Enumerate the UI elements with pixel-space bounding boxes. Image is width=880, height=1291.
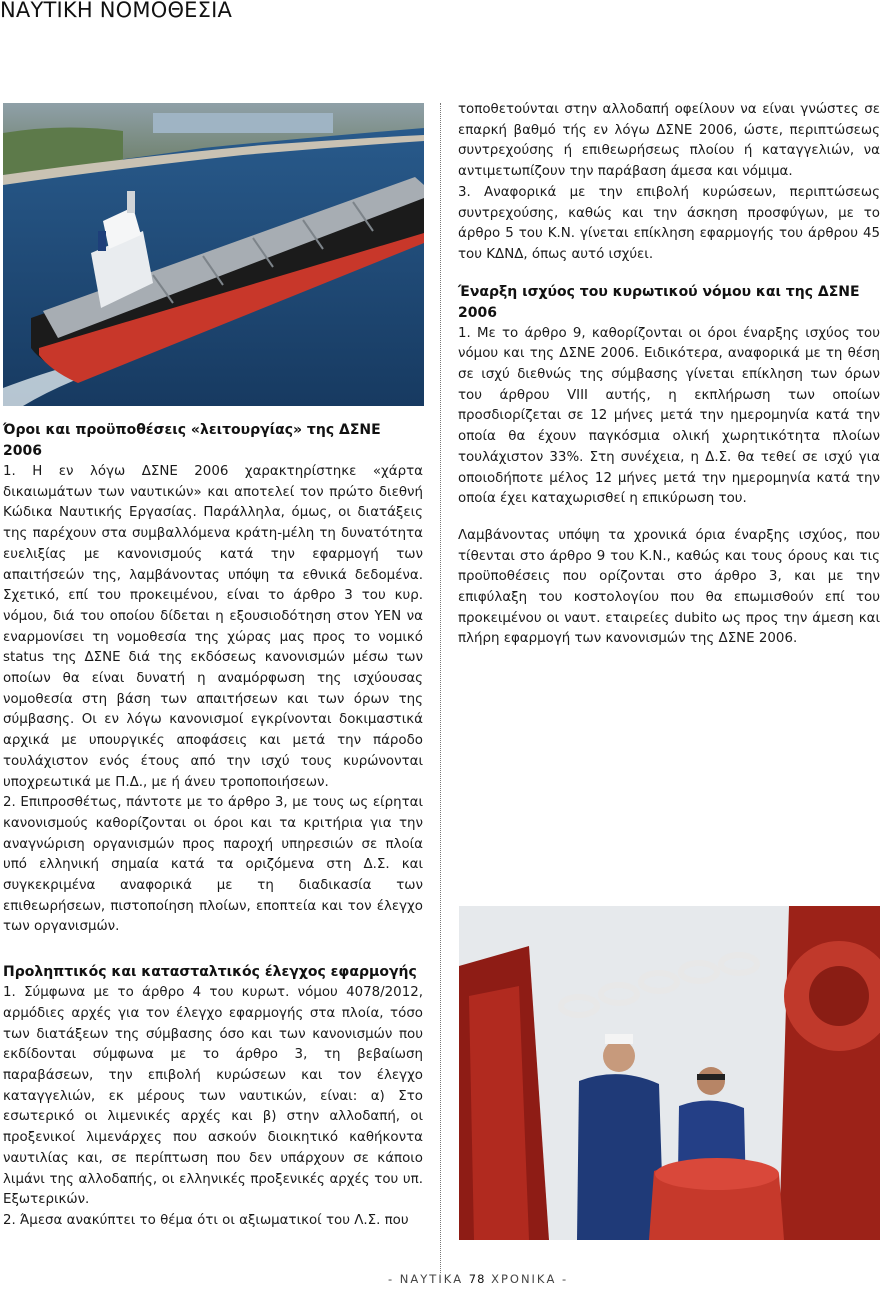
footer-left: - ΝΑΥΤΙΚΑ	[388, 1272, 464, 1286]
ship-photo	[3, 103, 424, 406]
crew-photo	[459, 906, 880, 1240]
paragraph: 3. Αναφορικά με την επιβολή κυρώσεων, περιπτώσεως συντρεχούσης, καθώς και την άσκηση προσφύγων, με το άρθρο 5 του Κ.Ν. γίνεται επίκληση εφαρμογής του άρθρου 45 του ΚΔΝΔ, όπως αυτό ισχύει.	[458, 184, 880, 262]
paragraph: 1. Σύμφωνα με το άρθρο 4 του κυρωτ. νόμου 4078/2012, αρμόδιες αρχές για τον έλεγχο εφαρμογής στα πλοία, τόσο των διατάξεων της σύμβασης όσο και των κανονισμών που εκδίδονται σύμφωνα με το άρθρο 3, τη βεβαίωση παραβάσεων, την επιβολή κυρώσεων και τον έλεγχο καταγγελιών, εκ μέρους των ναυτικών, είναι: α) Στο εσωτερικό οι λιμενικές αρχές και β) στην αλλοδαπή, οι προξενικοί λιμενάρχες που ασκούν διοικητικό καθήκοντα ναυτιλίας και, σε περίπτωση που δεν υπάρχουν σε κάποιο λιμάνι της αλλοδαπής, οι ελληνικές προξενικές αρχές του υπ. Εξωτερικών.	[3, 985, 423, 1208]
paragraph: τοποθετούνται στην αλλοδαπή οφείλουν να είναι γνώστες σε επαρκή βαθμό τής εν λόγω ΔΣΝΕ 2006, ώστε, περιπτώσεως συντρεχούσης ή επιθεωρήσεως πλοίου ή καταγγελιών, να αντιμετωπίζουν την παράβαση άμεσα και νόμιμα.	[458, 102, 880, 180]
heading-control: Προληπτικός και κατασταλτικός έλεγχος εφαρμογής	[3, 964, 417, 981]
right-column	[458, 100, 880, 650]
heading-terms: Όροι και προϋποθέσεις «λειτουργίας» της ΔΣΝΕ 2006	[3, 422, 381, 459]
paragraph: 2. Άμεσα ανακύπτει το θέμα ότι οι αξιωματικοί του Λ.Σ. που	[3, 1212, 409, 1228]
paragraph: Λαμβάνοντας υπόψη τα χρονικά όρια έναρξης ισχύος, που τίθενται στο άρθρο 9 του Κ.Ν., καθώς και τους όρους και τις προϋποθέσεις που ορίζονται στο άρθρο 3, και με την επιφύλαξη του κοστολογίου που θα επωμισθούν επί του προκειμένου οι ναυτ. εταιρείες dubito ως προς την άμεση και πλήρη εφαρμογή των κανονισμών της ΔΣΝΕ 2006.	[458, 527, 880, 647]
page-footer	[0, 1272, 880, 1286]
paragraph: 1. Η εν λόγω ΔΣΝΕ 2006 χαρακτηρίστηκε «χάρτα δικαιωμάτων των ναυτικών» και αποτελεί τον πρώτο διεθνή Κώδικα Ναυτικής Εργασίας. Παράλληλα, όμως, οι διατάξεις της παρέχουν στα συμβαλλόμενα κράτη-μέλη τη δυνατότητα ευελιξίας με κανονισμούς κατά την εφαρμογή των απαιτήσεών της, λαμβάνοντας υπόψη τα εθνικά δεδομένα. Σχετικό, επί του προκειμένου, είναι το άρθρο 3 του κυρ. νόμου, διά του οποίου δίδεται η εξουσιοδότηση στον ΥΕΝ να εναρμονίσει τη νομοθεσία της χώρας μας προς το νομικό status της ΔΣΝΕ διά της εκδόσεως κανονισμών μέσω των οποίων θα είναι δυνατή η αναμόρφωση της ισχύουσας νομοθεσία στη βάση των απαιτήσεων και των όρων της σύμβασης. Οι εν λόγω κανονισμοί εγκρίνονται δοκιμαστικά αρχικά με υπουργικές αποφάσεις και μετά την πάροδο τουλάχιστον ενός έτους από την ισχύ τους κυρώνονται υποχρεωτικά με Π.Δ., με ή άνευ τροποποιήσεων.	[3, 464, 423, 790]
section-header: ΝΑΥΤΙΚΗ ΝΟΜΟΘΕΣΙΑ	[0, 0, 233, 22]
paragraph: 2. Επιπροσθέτως, πάντοτε με το άρθρο 3, με τους ως είρηται κανονισμούς καθορίζονται οι όροι και τα κριτήρια για την αναγνώριση οργανισμών προς παροχή υπηρεσιών σε πλοία υπό ελληνική σημαία κατά τα οριζόμενα στη Δ.Σ. και συγκεκριμένα αναφορικά με τη διαδικασία των επιθεωρήσεων, πιστοποίηση πλοίων, εποπτεία και τον έλεγχο των οργανισμών.	[3, 795, 423, 935]
left-column	[3, 420, 423, 1232]
footer-right: ΧΡΟΝΙΚΑ -	[491, 1272, 569, 1286]
page-number: 78	[468, 1272, 486, 1286]
paragraph: 1. Με το άρθρο 9, καθορίζονται οι όροι έναρξης ισχύος του νόμου και της ΔΣΝΕ 2006. Ειδικότερα, αναφορικά με τη θέση σε ισχύ διεθνώς της σύμβασης γίνεται επίκληση των όρων του άρθρου VIII αυτής, η εκπλήρωση των οποίων προσδιορίζεται σε 12 μήνες μετά την ημερομηνία κατά την οποία θα έχουν παγκόσμια ολική χωρητικότητα πλοίων τουλάχιστον 33%. Στη συνέχεια, η Δ.Σ. θα τεθεί σε ισχύ για οποιοδήποτε μέλος 12 μήνες μετά την ημερομηνία κατά την οποία έχει καταχωρισθεί η επικύρωση του.	[458, 325, 880, 507]
heading-entry-into-force: Έναρξη ισχύος του κυρωτικού νόμου και της ΔΣΝΕ 2006	[458, 283, 860, 321]
column-divider	[440, 103, 441, 1273]
